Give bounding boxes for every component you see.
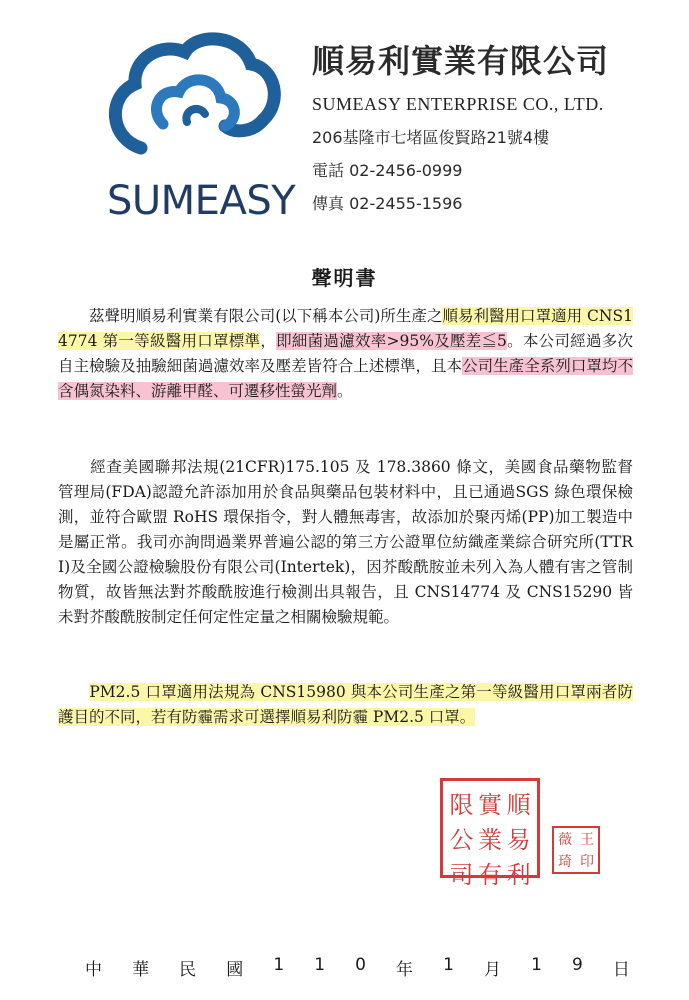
letterhead xyxy=(0,0,689,230)
paragraph-text: 。本公司經過多次自主檢驗及抽驗細菌過濾效率及壓差皆符合上述標準，且本 xyxy=(58,332,633,375)
company-name-en: SUMEASY ENTERPRISE CO., LTD. xyxy=(312,94,604,114)
company-seal-char: 易 xyxy=(506,826,531,854)
paragraph-text: ， xyxy=(260,332,277,350)
paragraph-text: 經查美國聯邦法規(21CFR)175.105 及 178.3860 條文，美國食品藥物監督管理局(FDA)認證允許添加用於食品與藥品包裝材料中，且已通過SGS 綠色環保檢測，並符合歐盟 RoHS 環保指令，對人體無毒害，故添加於聚丙烯(PP)加工製造中是屬正常。我司亦詢問過業界普遍公認的第三方公證單位紡織產業綜合研究所(TTRI)及全國公證檢驗股份有限公司(Intertek)，因芥酸酰胺並未列入為人體有害之管制物質，故皆無法對芥酸酰胺進行檢測出具報告，且 CNS14774 及 CNS15290 皆未對芥酸酰胺制定任何定性定量之相關檢驗規範。 xyxy=(58,458,633,626)
indent xyxy=(58,458,90,476)
date-char: 9 xyxy=(572,955,583,975)
date-char: 1 xyxy=(314,955,326,975)
company-seal-char: 利 xyxy=(506,861,531,889)
date-char: 華 xyxy=(132,960,150,980)
date-char: 1 xyxy=(531,955,542,975)
company-seal-char: 司 xyxy=(449,861,474,889)
highlight-standard: 順易利醫用口罩適用 CNS14774 第一等級醫用口罩標準 xyxy=(58,307,633,350)
indent xyxy=(58,307,89,325)
company-info xyxy=(312,36,609,214)
statement-paragraph-2 xyxy=(58,455,633,630)
representative-seal-char: 王 xyxy=(580,832,594,848)
company-address: 206基隆市七堵區俊賢路21號4樓 xyxy=(312,128,550,147)
date-char: 民 xyxy=(179,960,197,980)
representative-seal-char: 薇 xyxy=(558,832,572,848)
company-phone: 電話 02-2456-0999 xyxy=(312,161,463,180)
document-title: 聲明書 xyxy=(311,266,378,290)
company-seal-char: 公 xyxy=(449,826,474,854)
company-fax: 傳真 02-2455-1596 xyxy=(312,194,463,213)
cloud-logo-icon xyxy=(103,30,283,170)
date-char: 1 xyxy=(443,955,454,975)
statement-paragraph-1 xyxy=(58,304,633,404)
company-seal-char: 業 xyxy=(477,826,502,854)
company-seal-char: 限 xyxy=(449,791,474,819)
seals xyxy=(440,778,610,889)
date-char: 0 xyxy=(355,955,366,975)
date-line xyxy=(85,955,630,980)
logo-wordmark: SUMEASY xyxy=(107,178,296,224)
highlight-filtration: 即細菌過濾效率>95%及壓差≦5 xyxy=(276,332,507,350)
statement-paragraph-3 xyxy=(58,680,633,730)
date-char: 日 xyxy=(612,960,630,980)
date-char: 中 xyxy=(85,960,102,980)
company-seal-char: 順 xyxy=(506,791,531,819)
paragraph-text: 。 xyxy=(337,382,353,400)
representative-seal xyxy=(552,826,600,874)
company-logo xyxy=(95,30,295,230)
highlight-no-harmful-substances: 公司生產全系列口罩均不含偶氮染料、游離甲醛、可遷移性螢光劑 xyxy=(58,357,633,400)
date-char: 年 xyxy=(396,960,414,980)
company-name-zh: 順易利實業有限公司 xyxy=(312,42,610,80)
date-char: 1 xyxy=(273,955,285,975)
representative-seal-char: 琦 xyxy=(558,854,572,870)
company-seal-char: 有 xyxy=(477,861,502,889)
date-char: 月 xyxy=(484,960,502,980)
representative-seal-char: 印 xyxy=(580,854,594,870)
highlight-pm25: PM2.5 口罩適用法規為 CNS15980 與本公司生產之第一等級醫用口罩兩者防護目的不同，若有防霾需求可選擇順易利防霾 PM2.5 口罩。 xyxy=(58,683,633,726)
paragraph-text: 茲聲明順易利實業有限公司(以下稱本公司)所生產之 xyxy=(89,307,443,325)
company-seal xyxy=(440,778,540,889)
company-seal-char: 實 xyxy=(477,791,502,819)
date-char: 國 xyxy=(226,960,244,980)
indent xyxy=(58,683,89,701)
